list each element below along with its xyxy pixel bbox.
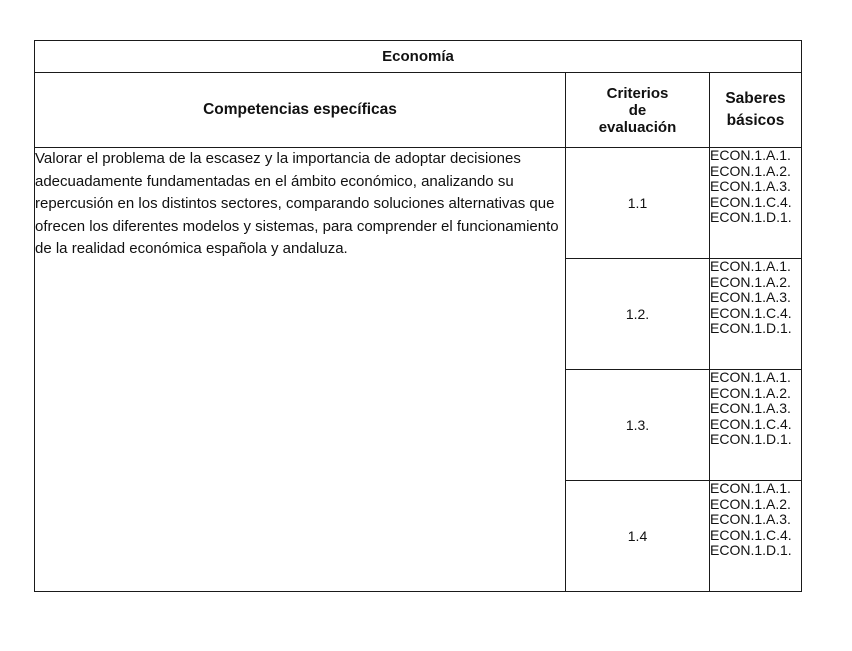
- saber-code: ECON.1.A.3.: [710, 289, 791, 305]
- header-saberes-line: Saberes: [725, 90, 786, 107]
- header-competencias: Competencias específicas: [35, 73, 566, 148]
- table-row: [35, 148, 802, 259]
- header-saberes-line: básicos: [726, 112, 785, 129]
- header-criterios-line: evaluación: [598, 118, 677, 136]
- table-title-row: [35, 41, 802, 73]
- criterio-cell: 1.2.: [566, 259, 710, 370]
- saberes-cell: [710, 370, 802, 481]
- saber-code: ECON.1.A.3.: [710, 400, 791, 416]
- saber-code: ECON.1.A.1.: [710, 147, 791, 163]
- table-title: Economía: [35, 41, 802, 73]
- criterio-cell: 1.1: [566, 148, 710, 259]
- saber-code: ECON.1.D.1.: [710, 542, 792, 558]
- criterio-cell: 1.3.: [566, 370, 710, 481]
- table-header-row: [35, 73, 802, 148]
- saber-code: ECON.1.A.2.: [710, 384, 791, 401]
- saber-code: ECON.1.D.1.: [710, 431, 792, 447]
- criterio-cell: 1.4: [566, 481, 710, 592]
- saber-code: ECON.1.A.1.: [710, 258, 791, 274]
- saber-code: ECON.1.C.4.: [710, 526, 792, 543]
- saber-code: ECON.1.A.2.: [710, 162, 791, 179]
- header-criterios-line: de: [628, 101, 647, 119]
- saber-code: ECON.1.A.1.: [710, 480, 791, 496]
- saber-code: ECON.1.C.4.: [710, 415, 792, 432]
- saber-code: ECON.1.C.4.: [710, 193, 792, 210]
- header-criterios-line: Criterios: [606, 84, 669, 102]
- saber-code: ECON.1.A.3.: [710, 511, 791, 527]
- saberes-cell: [710, 148, 802, 259]
- header-saberes: [710, 73, 802, 148]
- saber-code: ECON.1.A.1.: [710, 369, 791, 385]
- saber-code: ECON.1.A.2.: [710, 273, 791, 290]
- saber-code: ECON.1.D.1.: [710, 320, 792, 336]
- curriculum-table: [34, 40, 802, 592]
- saber-code: ECON.1.D.1.: [710, 209, 792, 225]
- saberes-cell: [710, 259, 802, 370]
- competencia-text: Valorar el problema de la escasez y la importancia de adoptar decisiones adecuadamente fundamentadas en el ámbito económico, analizando su repercusión en los distintos sectores, comparando soluciones alternativas que ofrecen los diferentes modelos y sistemas, para comprender el funcionamiento de la realidad económica española y andaluza.: [35, 148, 566, 592]
- header-criterios: [566, 73, 710, 148]
- saberes-cell: [710, 481, 802, 592]
- saber-code: ECON.1.A.2.: [710, 495, 791, 512]
- saber-code: ECON.1.C.4.: [710, 304, 792, 321]
- saber-code: ECON.1.A.3.: [710, 178, 791, 194]
